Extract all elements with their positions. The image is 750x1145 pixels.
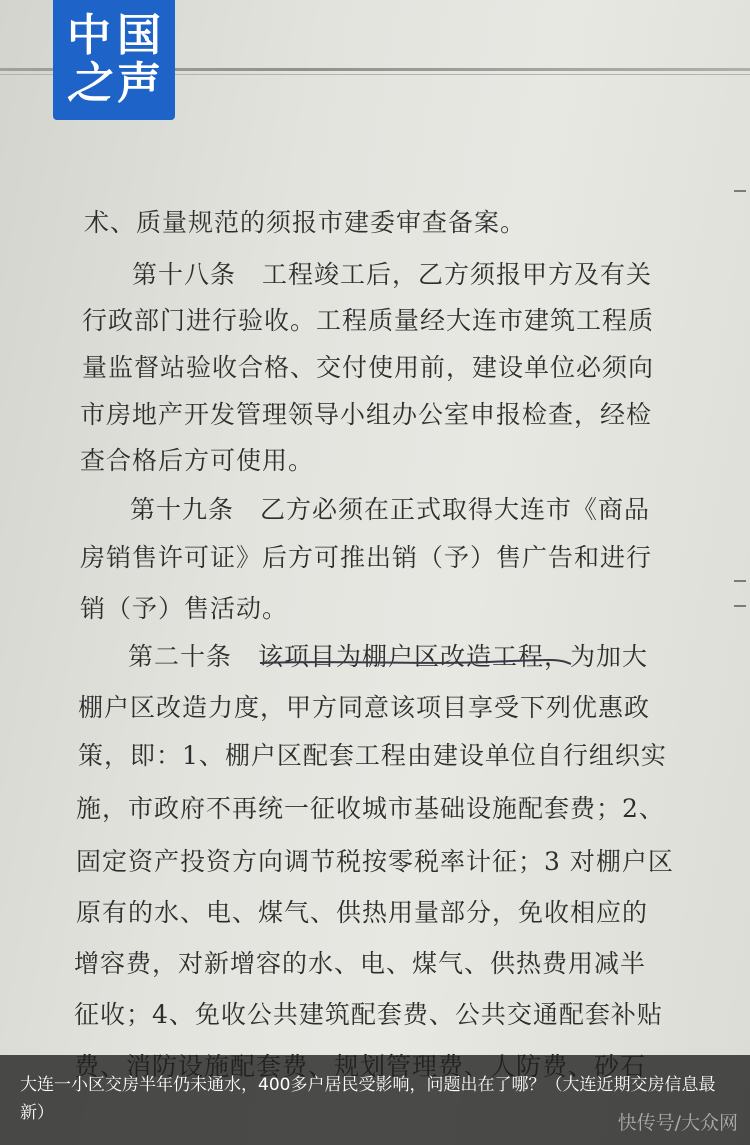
doc-line: 量监督站验收合格、交付使用前，建设单位必须向 bbox=[82, 353, 655, 382]
doc-line: 市房地产开发管理领导小组办公室申报检查，经检 bbox=[80, 400, 653, 429]
logo-char: 声 bbox=[117, 58, 161, 109]
handwritten-underline bbox=[258, 657, 573, 667]
doc-line: 行政部门进行验收。工程质量经大连市建筑工程质 bbox=[82, 306, 655, 335]
watermark: 快传号/大众网 bbox=[617, 1112, 738, 1134]
doc-line: 施，市政府不再统一征收城市基础设施配套费；2、 bbox=[76, 794, 665, 823]
logo-char: 国 bbox=[117, 10, 161, 61]
doc-line: 固定资产投资方向调节税按零税率计征；3 对棚户区 bbox=[76, 847, 674, 876]
caption-text: 大连一小区交房半年仍未通水，400多户居民受影响，问题出在了哪？（大连近期交房信息最新） bbox=[20, 1075, 716, 1123]
doc-line: 销（予）售活动。 bbox=[80, 594, 289, 623]
doc-line: 棚户区改造力度，甲方同意该项目享受下列优惠政 bbox=[78, 693, 651, 722]
doc-line: 征收；4、免收公共建筑配套费、公共交通配套补贴 bbox=[74, 1000, 663, 1029]
doc-line: 查合格后方可使用。 bbox=[80, 446, 315, 475]
logo-char: 之 bbox=[67, 58, 111, 109]
doc-line: 第十八条 工程竣工后，乙方须报甲方及有关 bbox=[132, 260, 653, 289]
logo-char: 中 bbox=[67, 10, 111, 61]
margin-tick bbox=[734, 605, 746, 607]
doc-line: 原有的水、电、煤气、供热用量部分，免收相应的 bbox=[76, 898, 649, 927]
doc-line: 房销售许可证》后方可推出销（予）售广告和进行 bbox=[80, 543, 653, 572]
doc-line: 第十九条 乙方必须在正式取得大连市《商品 bbox=[130, 495, 651, 524]
doc-line: 策，即：1、棚户区配套工程由建设单位自行组织实 bbox=[78, 741, 667, 770]
doc-line: 术、质量规范的须报市建委审查备案。 bbox=[84, 208, 527, 237]
margin-tick bbox=[734, 190, 746, 192]
doc-line: 增容费，对新增容的水、电、煤气、供热费用减半 bbox=[74, 949, 647, 978]
logo-zhongguozhisheng bbox=[53, 0, 175, 120]
doc-line: 第二十条 该项目为棚户区改造工程，为加大 bbox=[128, 642, 649, 671]
margin-tick bbox=[734, 580, 746, 582]
